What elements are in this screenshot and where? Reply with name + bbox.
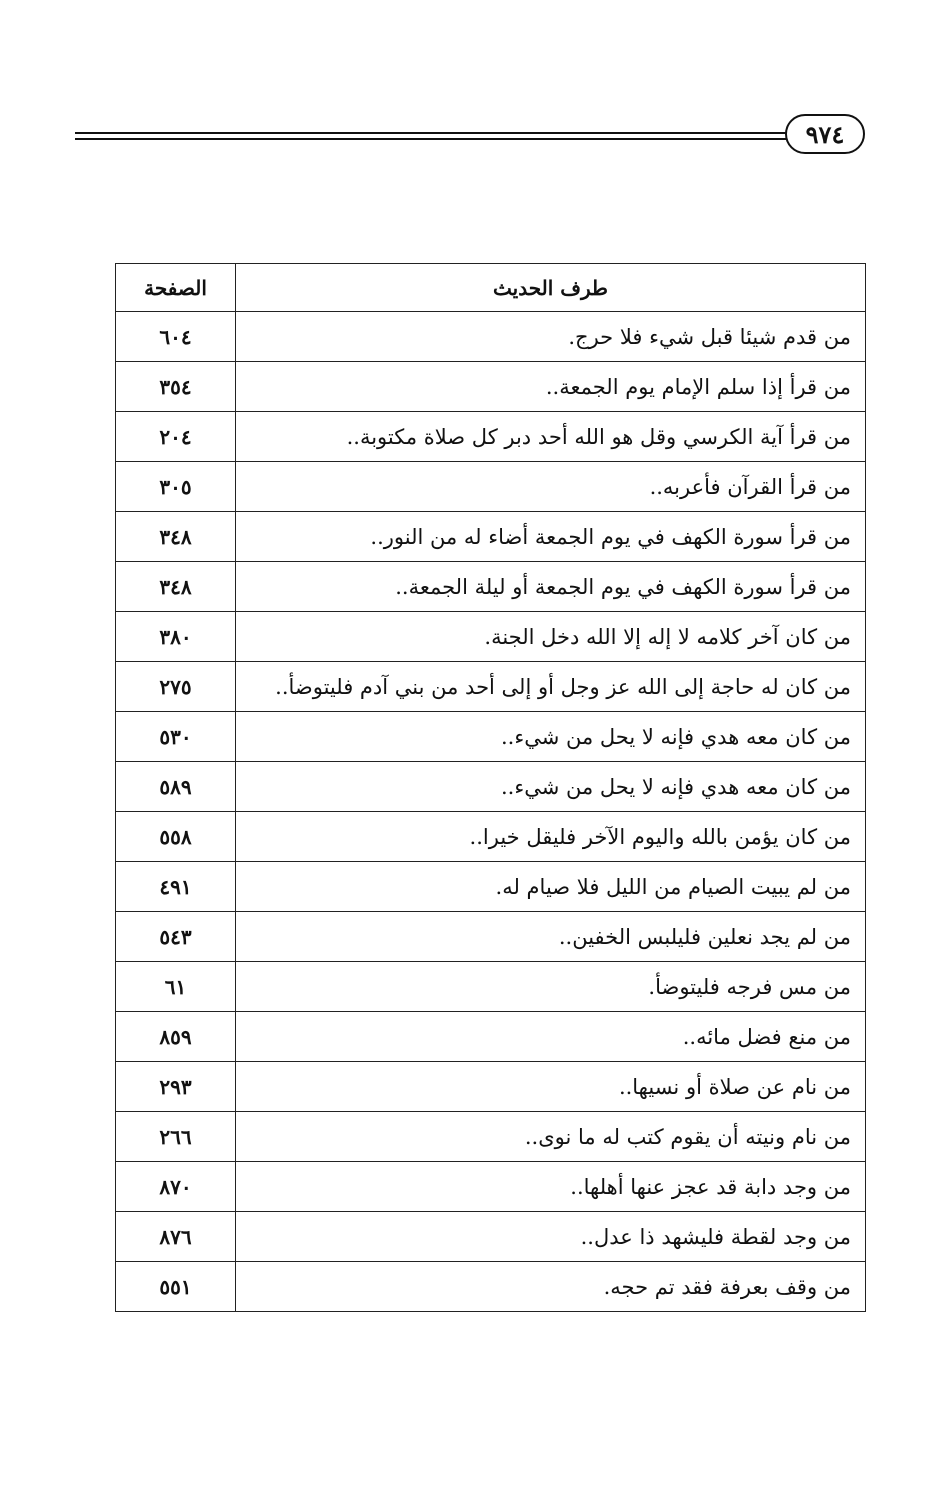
page-number-cell: ٨٧٠ (116, 1162, 236, 1212)
hadith-text-cell: من كان يؤمن بالله واليوم الآخر فليقل خيرا.. (236, 812, 866, 862)
table-row (116, 562, 866, 612)
page-number-cell: ٢٠٤ (116, 412, 236, 462)
page-number-cell: ٥٣٠ (116, 712, 236, 762)
hadith-text-cell: من قرأ القرآن فأعربه.. (236, 462, 866, 512)
table-row (116, 1262, 866, 1312)
page-number-cell: ٥٥١ (116, 1262, 236, 1312)
table-row (116, 312, 866, 362)
page-number-cell: ٢٦٦ (116, 1112, 236, 1162)
page-number-cell: ٢٩٣ (116, 1062, 236, 1112)
hadith-text-cell: من قرأ آية الكرسي وقل هو الله أحد دبر كل صلاة مكتوبة.. (236, 412, 866, 462)
page-number-cell: ٦٠٤ (116, 312, 236, 362)
table-row (116, 1212, 866, 1262)
hadith-text-cell: من قدم شيئا قبل شيء فلا حرج. (236, 312, 866, 362)
table-body (116, 312, 866, 1312)
hadith-text-cell: من قرأ سورة الكهف في يوم الجمعة أضاء له من النور.. (236, 512, 866, 562)
page-number-cell: ٨٥٩ (116, 1012, 236, 1062)
page-number-cell: ٥٥٨ (116, 812, 236, 862)
hadith-text-cell: من وجد دابة قد عجز عنها أهلها.. (236, 1162, 866, 1212)
page-number-cell: ٢٧٥ (116, 662, 236, 712)
header-double-rule (75, 132, 795, 140)
table-row (116, 512, 866, 562)
hadith-text-cell: من كان معه هدي فإنه لا يحل من شيء.. (236, 712, 866, 762)
hadith-text-cell: من منع فضل مائه.. (236, 1012, 866, 1062)
hadith-text-cell: من لم يجد نعلين فليلبس الخفين.. (236, 912, 866, 962)
hadith-text-cell: من وجد لقطة فليشهد ذا عدل.. (236, 1212, 866, 1262)
page-number-cell: ٨٧٦ (116, 1212, 236, 1262)
table-row (116, 612, 866, 662)
hadith-index-table (115, 263, 866, 1312)
table-row (116, 1062, 866, 1112)
table-row (116, 762, 866, 812)
page-number: ٩٧٤ (785, 114, 865, 154)
table-row (116, 1162, 866, 1212)
hadith-text-cell: من كان آخر كلامه لا إله إلا الله دخل الجنة. (236, 612, 866, 662)
page-number-cell: ٣٥٤ (116, 362, 236, 412)
hadith-text-cell: من قرأ إذا سلم الإمام يوم الجمعة.. (236, 362, 866, 412)
column-header-hadith: طرف الحديث (236, 264, 866, 312)
page-number-cell: ٣٠٥ (116, 462, 236, 512)
table-row (116, 712, 866, 762)
table-row (116, 662, 866, 712)
hadith-text-cell: من كان معه هدي فإنه لا يحل من شيء.. (236, 762, 866, 812)
hadith-text-cell: من مس فرجه فليتوضأ. (236, 962, 866, 1012)
hadith-text-cell: من لم يبيت الصيام من الليل فلا صيام له. (236, 862, 866, 912)
hadith-text-cell: من وقف بعرفة فقد تم حجه. (236, 1262, 866, 1312)
table-row (116, 412, 866, 462)
page-number-cell: ٣٤٨ (116, 512, 236, 562)
page-number-cell: ٥٨٩ (116, 762, 236, 812)
table-header-row (116, 264, 866, 312)
hadith-text-cell: من قرأ سورة الكهف في يوم الجمعة أو ليلة الجمعة.. (236, 562, 866, 612)
table-row (116, 462, 866, 512)
table-row (116, 912, 866, 962)
hadith-text-cell: من كان له حاجة إلى الله عز وجل أو إلى أحد من بني آدم فليتوضأ.. (236, 662, 866, 712)
page-number-cell: ٤٩١ (116, 862, 236, 912)
page-number-cell: ٦١ (116, 962, 236, 1012)
hadith-text-cell: من نام ونيته أن يقوم كتب له ما نوى.. (236, 1112, 866, 1162)
page-number-cell: ٣٤٨ (116, 562, 236, 612)
table-row (116, 362, 866, 412)
page-number-cell: ٥٤٣ (116, 912, 236, 962)
page-header (75, 112, 865, 160)
table-row (116, 1112, 866, 1162)
table-row (116, 962, 866, 1012)
table-row (116, 812, 866, 862)
column-header-page: الصفحة (116, 264, 236, 312)
table-row (116, 862, 866, 912)
hadith-text-cell: من نام عن صلاة أو نسيها.. (236, 1062, 866, 1112)
page-number-cell: ٣٨٠ (116, 612, 236, 662)
table-row (116, 1012, 866, 1062)
